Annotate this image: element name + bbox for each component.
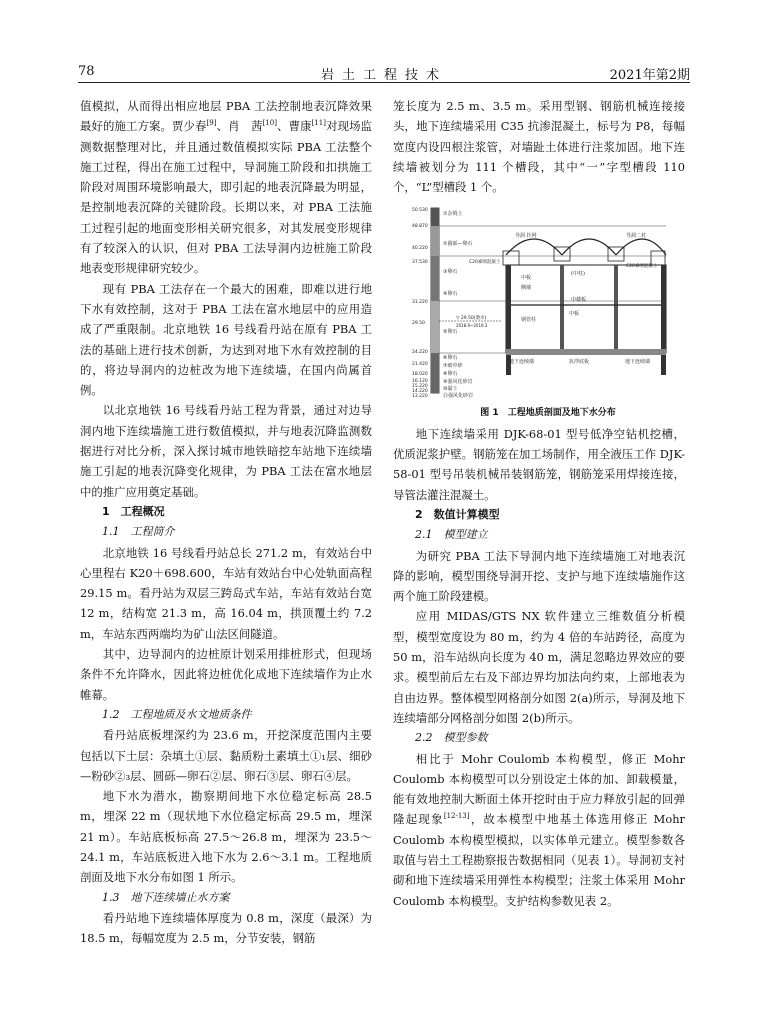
layer-label: ⑧卵石: [443, 371, 458, 378]
elevation-label: 21.420: [412, 362, 428, 368]
mid-board-label: 中楼板: [571, 297, 587, 304]
bottom-label: 地下连续墙: [625, 359, 651, 366]
elevation-label: 14.220: [412, 389, 428, 395]
elevation-label: 13.220: [412, 394, 428, 400]
arch-label: 导洞 挂网: [515, 233, 537, 240]
slab-label: 中板: [521, 275, 532, 282]
layer-label: ⑪强风化砂岩: [443, 393, 474, 400]
elevation-label: 18.020: [412, 372, 428, 378]
layer-label: ③卵石: [443, 269, 458, 276]
elevation-label: 29.50: [412, 321, 425, 327]
citation[interactable]: [12-13]: [443, 812, 470, 821]
bottom-label: 地下连续墙: [509, 359, 535, 366]
geology-section-figure: [411, 203, 671, 403]
paragraph: 看丹站地下连续墙体厚度为 0.8 m，深度（最深）为 18.5 m，每幅宽度为 2.5 m，分节安装，钢筋: [80, 910, 372, 946]
layer-label: ④卵石: [443, 291, 458, 298]
elevation-label: 37.530: [412, 260, 428, 266]
geology-section-diagram: [411, 203, 671, 403]
paragraph: 笼长度为 2.5 m、3.5 m。采用型钢、钢筋机械连接接头，地下连续墙采用 C35 抗渗混凝土，标号为 P8，每幅宽度内设四根注浆管，对墙趾土体进行注浆加固。地下连续墙被划分为 111 个槽段，其中“一”字型槽段 110 个，“L”型槽段 1 个。: [393, 99, 685, 195]
right-column: [393, 96, 685, 911]
steel-column: [560, 265, 564, 353]
steel-column: [614, 265, 618, 353]
layer-label: ②圆砾—卵石: [443, 241, 473, 248]
water-level-label: ▽ 29.50(潜水): [456, 316, 487, 322]
subsection-heading: 2.2 模型参数: [415, 731, 488, 745]
running-header: [78, 64, 690, 83]
layer-boundaries: [439, 226, 666, 353]
journal-name: 岩土工程技术: [320, 68, 447, 83]
gravel-layer: [431, 226, 439, 256]
paragraph: 北京地铁 16 号线看丹站总长 271.2 m，有效站台中心里程右 K20＋698.600，车站有效站台中心处轨面高程 29.15 m。看丹站为双层三跨岛式车站，车站有效站台宽 12 m，结构宽 21.3 m，高 16.04 m，拱顶覆土约 7.2 m，车站东西两端均为矿山法区间隧道。: [80, 545, 372, 641]
layer-label: ⑤卵石: [443, 329, 458, 336]
citation[interactable]: [9]: [206, 119, 217, 128]
paragraph: 看丹站底板埋深约为 23.6 m，开挖深度范围内主要包括以下土层：杂填土①层、黏质粉土素填土①₁层、细砂—粉砂②₃层、圆砾—卵石②层、卵石③层、卵石④层。: [80, 728, 372, 783]
paragraph: 地下连续墙采用 DJK-68-01 型号低净空钻机挖槽，优质泥浆护壁。钢筋笼在加工场制作，用全液压工作 DJK-58-01 型号吊装机械吊装钢筋笼，钢筋笼采用焊接连接，导管法灌注混凝土。: [393, 426, 685, 502]
layer-label: ⑩黏土: [443, 386, 458, 393]
wall-label: 侧墙: [521, 285, 532, 292]
paragraph: 相比于 Mohr Coulomb 本构模型，修正 Mohr Coulomb 本构模型可以分别设定土体的加、卸载模量，能有效地控制大断面土体开挖时由于应力释放引起的回弹隆起现象[12-13]，故本模型中地基土体选用修正 Mohr Coulomb 本构模型模拟，以实体单元建立。模型参数各取值与岩土工程勘察报告数据相同（见表 1）。导洞初支衬砌和地下连续墙采用弹性本构模型；注浆土体采用 Mohr Coulomb 本构模型。支护结构参数见表 2。: [393, 751, 685, 908]
layer-label: ⑦细中砂: [443, 363, 463, 370]
paragraph: 为研究 PBA 工法下导洞内地下连续墙施工对地表沉降的影响，模型围绕导洞开挖、支护与地下连续墙施作这两个施工阶段建模。: [393, 548, 685, 604]
elevation-label: 15.220: [412, 384, 428, 390]
arch-label: 导洞二衬: [626, 233, 647, 240]
lining-label: C20素喷混凝土: [469, 260, 501, 266]
column-label: (中柱): [571, 271, 585, 278]
cobble-layer: [431, 301, 439, 353]
elevation-label: 24.220: [412, 350, 428, 356]
subsection-heading: 1.2 工程地质及水文地质条件: [102, 707, 252, 721]
left-column: [80, 96, 372, 948]
section-heading: 1 工程概况: [102, 504, 165, 518]
diaphragm-wall-right: [661, 265, 666, 375]
paragraph: 其中，边导洞内的边桩原计划采用排桩形式，但现场条件不允许降水，因此将边桩优化成地下连续墙作为止水帷幕。: [80, 647, 372, 702]
paragraph: 值模拟，从而得出相应地层 PBA 工法控制地表沉降效果最好的施工方案。贾少春[9]、肖 茜[10]、曹康[11]对现场监测数据整理对比，并且通过数值模拟实际 PBA 工法整个施工过程，得出在施工过程中，导洞施工阶段和扣拱施工阶段对周围环境影响最大，即引起的地表沉降最为明显，是控制地表沉降的关键阶段。长期以来，对 PBA 工法施工过程引起的地面变形相关研究很多，对其发展变形规律有了较深入的认识，但对 PBA 工法导洞内边桩施工阶段地表变形规律研究较少。: [80, 99, 372, 276]
elevation-label: 16.120: [412, 379, 428, 385]
lining-label: C20素喷混凝土: [626, 264, 658, 270]
elevation-label: 48.870: [412, 224, 428, 230]
subsection-heading: 2.1 模型建立: [415, 528, 488, 542]
page-number: 78: [78, 64, 95, 79]
subsection-heading: 1.3 地下连续墙止水方案: [102, 890, 230, 904]
paragraph: 应用 MIDAS/GTS NX 软件建立三维数值分析模型，模型宽度设为 80 m，约为 4 倍的车站跨径，高度为 50 m，沿车站纵向长度为 40 m，满足忽略边界效应的要求。模型前后左右及下部边界均加法向约束，上部地表为自由边界。整体模型网格剖分如图 2(a)所示，导洞及地下连续墙部分网格剖分如图 2(b)所示。: [393, 609, 685, 725]
subsection-heading: 1.1 工程简介: [102, 525, 175, 539]
center-column-label: 钢管柱: [521, 317, 537, 324]
layer-label: ⑥卵石: [443, 355, 458, 362]
cobble-layer: [431, 256, 439, 301]
citation[interactable]: [11]: [311, 119, 326, 128]
elevation-label: 40.220: [412, 246, 428, 252]
issue-label: 2021年第2期: [609, 68, 690, 83]
section-heading: 2 数值计算模型: [415, 507, 500, 521]
elevation-label: 50.530: [412, 208, 428, 214]
layer-labels: [443, 210, 473, 399]
rock-layer: [431, 353, 439, 393]
citation[interactable]: [10]: [262, 119, 277, 128]
paragraph: 以北京地铁 16 号线看丹站工程为背景，通过对边导洞内地下连续墙施工进行数值模拟，并与地表沉降监测数据进行对比分析，深入探讨城市地铁暗挖车站地下连续墙施工引起的地表沉降变化规律，为 PBA 工法在富水地层中的推广应用奠定基础。: [80, 403, 372, 499]
water-level-date: 2018.9~2019.3: [456, 323, 488, 329]
layer-label: ①杂填土: [443, 211, 463, 218]
paragraph: 地下水为潜水，勘察期间地下水位稳定标高 28.5 m，埋深 22 m（现状地下水位稳定标高 29.5 m，埋深 21 m）。车站底板标高 27.5～26.8 m，埋深为 23.5～24.1 m，车站底板进入地下水为 2.6～3.1 m。工程地质剖面及地下水分布如图 1 所示。: [80, 789, 372, 885]
bottom-slab: [506, 349, 666, 355]
station-arches: [506, 239, 666, 255]
elevation-labels: [412, 207, 428, 399]
floor-label: 中板: [569, 311, 580, 318]
fill-layer: [431, 208, 439, 226]
elevation-label: 31.220: [412, 300, 428, 306]
layer-label: ⑨强风化砂岩: [443, 379, 473, 386]
paragraph: 现有 PBA 工法存在一个最大的困难，即难以进行地下水有效控制，这对于 PBA 工法在富水地层中的应用造成了严重限制。北京地铁 16 号线看丹站在原有 PBA 工法的基础上进行技术创新，为达到对地下水有效控制的目的，将边导洞内的边桩改为地下连续墙，在国内尚属首例。: [80, 281, 372, 398]
figure-caption: 图 1 工程地质剖面及地下水分布: [480, 408, 616, 419]
bottom-label: 抗浮底板: [569, 359, 590, 366]
